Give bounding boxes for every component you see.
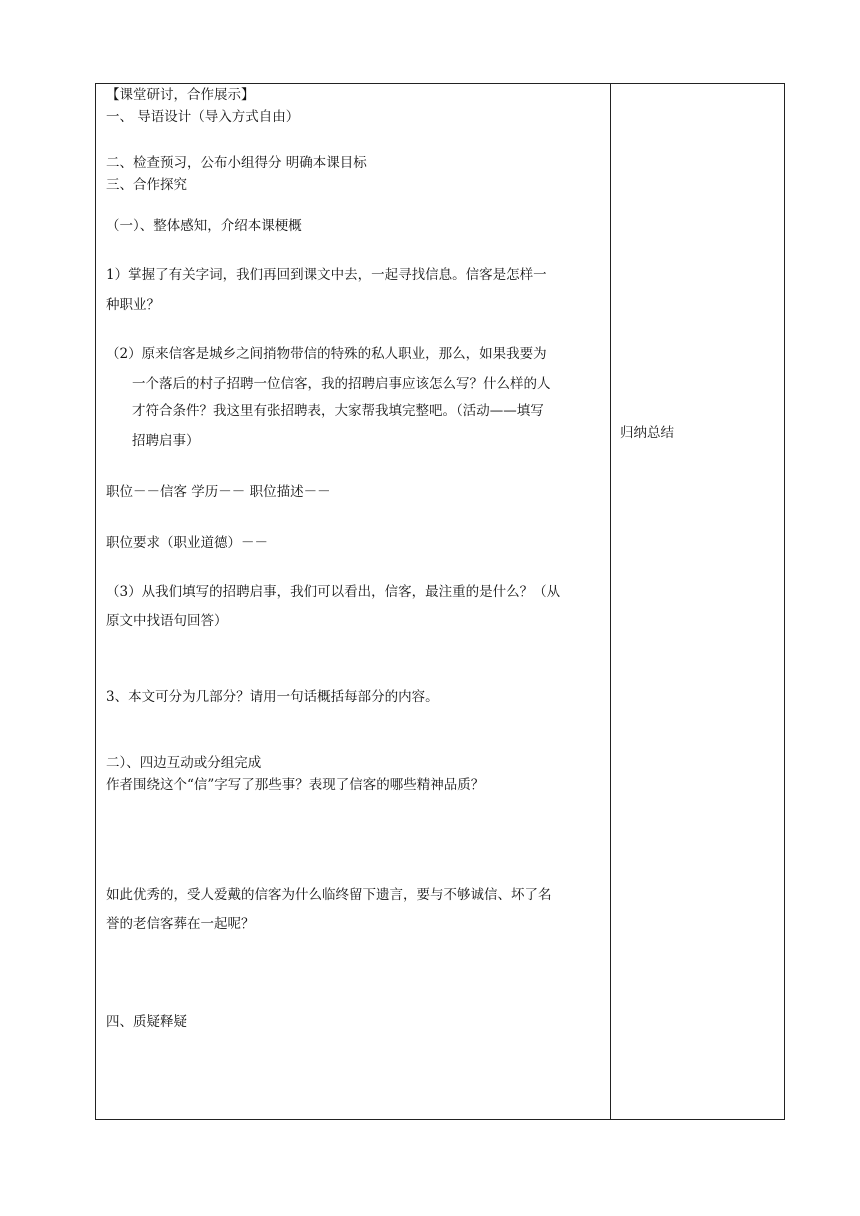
subsection-interaction: 二）、四边互动或分组完成 [106, 755, 262, 771]
item-intro-design: 一、 导语设计（导入方式自由） [106, 109, 300, 125]
question-3-line-1: （3）从我们填写的招聘启事，我们可以看出，信客，最注重的是什么？（从 [106, 584, 561, 600]
question-6-line-1: 如此优秀的，受人爱戴的信客为什么临终留下遗言，要与不够诚信、坏了名 [106, 887, 552, 903]
item-check-preview: 二、检查预习，公布小组得分 明确本课目标 [106, 155, 367, 171]
item-cooperative-inquiry: 三、合作探究 [106, 177, 187, 193]
question-5: 作者围绕这个“信”字写了那些事？表现了信客的哪些精神品质？ [106, 777, 485, 793]
question-2-line-2: 一个落后的村子招聘一位信客，我的招聘启事应该怎么写？什么样的人 [132, 376, 551, 392]
lesson-table [95, 83, 785, 1120]
item-questions-answers: 四、质疑释疑 [106, 1014, 187, 1030]
question-3-line-2: 原文中找语句回答） [106, 613, 228, 629]
section-heading: 【课堂研讨，合作展示】 [106, 87, 255, 103]
job-form-line-1: 职位－－信客 学历－－ 职位描述－－ [106, 484, 331, 500]
question-2-line-3: 才符合条件？我这里有张招聘表，大家帮我填完整吧。（活动——填写 [132, 403, 544, 419]
question-6-line-2: 誉的老信客葬在一起呢？ [106, 916, 255, 932]
question-4: 3、本文可分为几部分？请用一句话概括每部分的内容。 [106, 689, 439, 705]
question-1-line-1: 1）掌握了有关字词，我们再回到课文中去，一起寻找信息。信客是怎样一 [106, 267, 547, 283]
job-form-line-2: 职位要求（职业道德）－－ [106, 535, 268, 551]
column-divider [610, 84, 611, 1119]
question-2-line-1: （2）原来信客是城乡之间捎物带信的特殊的私人职业，那么，如果我要为 [106, 346, 547, 362]
summary-label: 归纳总结 [620, 425, 674, 441]
question-2-line-4: 招聘启事） [132, 433, 200, 449]
subsection-overview: （一）、整体感知，介绍本课梗概 [106, 218, 302, 234]
question-1-line-2: 种职业？ [106, 297, 160, 313]
